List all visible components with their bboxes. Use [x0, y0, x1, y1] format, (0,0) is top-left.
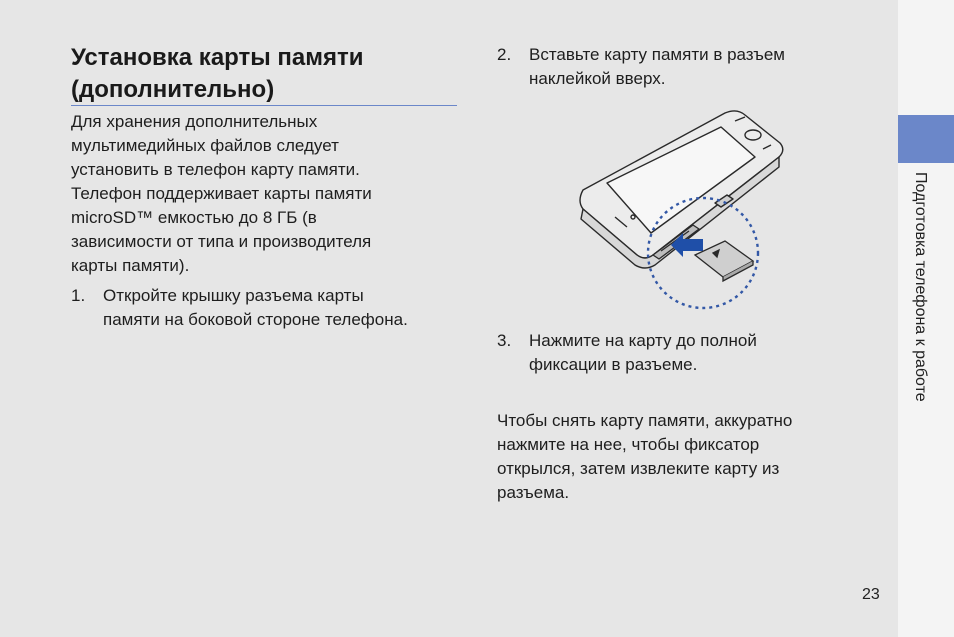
title-line-2: (дополнительно)	[71, 76, 275, 103]
intro-paragraph	[71, 110, 471, 278]
step-1	[71, 284, 471, 332]
title-line-1: Установка карты памяти	[71, 44, 364, 71]
step-3	[497, 329, 877, 377]
step-number: 1.	[71, 286, 86, 305]
microsd-card-icon	[695, 241, 753, 281]
step-2	[497, 43, 877, 91]
note-line: Чтобы снять карту памяти, аккуратно	[497, 411, 793, 430]
section-side-label: Подготовка телефона к работе	[912, 172, 929, 402]
step-text	[529, 43, 877, 91]
step-line: фиксации в разъеме.	[529, 355, 698, 374]
step-line: Вставьте карту памяти в разъем	[529, 45, 785, 64]
step-line: наклейкой вверх.	[529, 69, 666, 88]
intro-line: Телефон поддерживает карты памяти	[71, 184, 372, 203]
memory-card-insertion-illustration	[575, 105, 795, 310]
step-line: Откройте крышку разъема карты	[103, 286, 364, 305]
intro-line: microSD™ емкостью до 8 ГБ (в	[71, 208, 317, 227]
note-line: нажмите на нее, чтобы фиксатор	[497, 435, 760, 454]
intro-line: карты памяти).	[71, 256, 190, 275]
removal-note	[497, 409, 877, 505]
intro-line: Для хранения дополнительных	[71, 112, 318, 131]
title-underline	[71, 105, 457, 106]
page-title	[71, 42, 461, 106]
step-line: памяти на боковой стороне телефона.	[103, 310, 408, 329]
note-line: открылся, затем извлеките карту из	[497, 459, 780, 478]
section-tab-marker	[898, 115, 954, 163]
note-line: разъема.	[497, 483, 570, 502]
intro-line: зависимости от типа и производителя	[71, 232, 372, 251]
page-number: 23	[862, 586, 880, 603]
step-text	[529, 329, 877, 377]
intro-line: мультимедийных файлов следует	[71, 136, 339, 155]
step-line: Нажмите на карту до полной	[529, 331, 757, 350]
step-text	[103, 284, 471, 332]
step-number: 2.	[497, 45, 512, 64]
intro-line: установить в телефон карту памяти.	[71, 160, 360, 179]
step-number: 3.	[497, 331, 512, 350]
